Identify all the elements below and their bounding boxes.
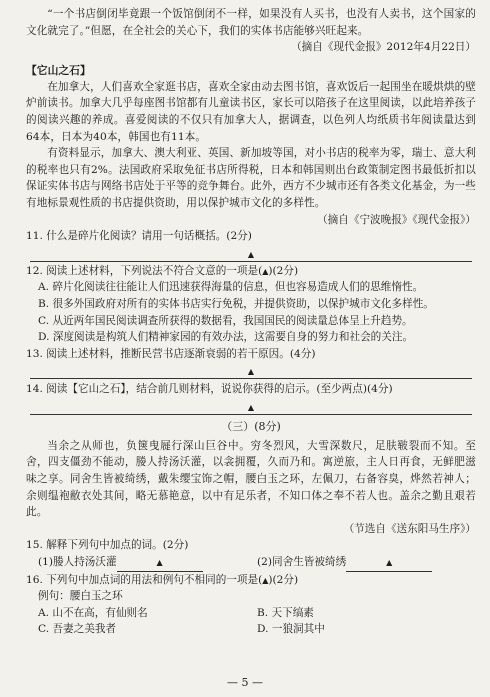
- tashan-heading: 【它山之石】: [26, 63, 91, 77]
- section-3-source: （节选自《送东阳马生序》）: [343, 522, 476, 535]
- tashan-paragraph-2: 有资料显示，加拿大、澳大利亚、英国、新加坡等国，对小书店的税率为零，瑞士、意大利的税率也只有2%。法国政府采取免征书店所得税，日本和韩国则出台政策制定图书最低折扣以保证实体书店与网络书店处于平等的竞争舞台。此外，西方不少城市还有各类文化基金，为一些有地标景观性质的书店提供资助，用以保护城市文化的多样性。: [26, 147, 476, 209]
- question-16-row-1: [26, 605, 476, 622]
- question-16-text-end: )(2分): [268, 573, 299, 586]
- question-13: 13. 阅读上述材料，推断民营书店逐渐衰弱的若干原因。(4分): [26, 347, 316, 360]
- question-16: [26, 572, 476, 589]
- intro-source: （摘自《现代金报》2012年4月22日）: [291, 41, 476, 54]
- answer-line-13[interactable]: [30, 362, 472, 379]
- question-16-text: 16. 下列句中加点词的用法和例句不相同的一项是(: [26, 573, 263, 586]
- page-number: — 5 —: [227, 676, 263, 689]
- answer-line-14[interactable]: [30, 398, 472, 415]
- question-16-option-a: A. 山不在高，有仙则名: [38, 606, 148, 619]
- question-12-text: 12. 阅读上述材料，下列说法不符合文意的一项是(: [26, 264, 263, 277]
- question-12-option-a: A. 碎片化阅读往往能让人们迅速获得海量的信息，但也容易造成人们的思维惰性。: [38, 281, 424, 294]
- question-15-item-2: (2)同舍生皆被绮绣 ▲: [257, 554, 476, 572]
- answer-mark-icon: ▲: [156, 558, 163, 568]
- answer-mark-icon: ▲: [247, 402, 255, 412]
- question-16-option-d: D. 一狼洞其中: [257, 623, 325, 636]
- question-12: [26, 263, 476, 280]
- question-12-option-d: D. 深度阅读是构筑人们精神家园的有效办法，这需要自身的努力和社会的关注。: [38, 331, 414, 344]
- question-12-option-c: C. 从近两年国民阅读调查所获得的数据看，我国国民的阅读量总体呈上升趋势。: [38, 314, 413, 327]
- question-15: 15. 解释下列句中加点的词。(2分): [26, 539, 189, 552]
- section-3-title: （三）(8分): [221, 419, 281, 433]
- answer-mark-icon[interactable]: ▲: [262, 575, 269, 585]
- answer-mark-icon: ▲: [247, 367, 255, 377]
- question-11: 11. 什么是碎片化阅读？请用一句话概括。(2分): [26, 230, 252, 243]
- question-16-option-c: C. 吾妻之美我者: [38, 623, 117, 636]
- question-12-option-b: B. 很多外国政府对所有的实体书店实行免税，并提供资助，以保护城市文化多样性。: [38, 297, 434, 310]
- section-3-passage: 当余之从师也，负箧曳屣行深山巨谷中。穷冬烈风，大雪深数尺，足肤皲裂而不知。至舍，四支僵劲不能动，媵人持汤沃灌，以衾拥覆，久而乃和。寓逆旅，主人日再食，无鲜肥滋味之享。同舍生皆被绮绣，戴朱缨宝饰之帽，腰白玉之环，左佩刀，右备容臭，烨然若神人；余则缊袍敝衣处其间，略无慕艳意，以中有足乐者，不知口体之奉不若人也。盖余之勤且艰若此。: [26, 439, 476, 519]
- answer-mark-icon: ▲: [386, 558, 393, 568]
- answer-line-11[interactable]: [30, 245, 472, 262]
- answer-blank-15-2[interactable]: [346, 554, 432, 572]
- question-12-text-end: )(2分): [268, 264, 299, 277]
- answer-mark-icon[interactable]: ▲: [262, 266, 269, 276]
- answer-mark-icon: ▲: [247, 249, 255, 259]
- tashan-paragraph-1: 在加拿大，人们喜欢全家逛书店，喜欢全家由动去图书馆，喜欢饭后一起围坐在暖烘烘的壁炉前读书。加拿大几乎每座图书馆都有儿童读书区，家长可以陪孩子在这里阅读，以此培养孩子的阅读兴趣的养成。喜爱阅读的不仅只有加拿大人，据调查，以色列人均纸质书年阅读量达到64本，日本为40本，韩国也有11本。: [26, 80, 476, 143]
- question-16-example: 例句：腰白玉之环: [38, 590, 123, 603]
- question-16-row-2: [26, 621, 476, 638]
- question-16-option-b: B. 天下缟素: [257, 606, 314, 619]
- answer-blank-15-1[interactable]: [117, 554, 203, 572]
- question-14: 14. 阅读【它山之石】，结合前几则材料，说说你获得的启示。(至少两点)(4分): [26, 383, 393, 396]
- intro-paragraph: “一个书店倒闭毕竟跟一个饭馆倒闭不一样，如果没有人买书，也没有人卖书，这个国家的文化就完了。”但愿，在全社会的关心下，我们的实体书店能够兴旺起来。: [26, 8, 476, 37]
- question-15-items: [26, 554, 476, 572]
- tashan-source: （摘自《宁波晚报》《现代金报》）: [317, 213, 476, 226]
- question-15-item-1: (1)媵人持汤沃灌 ▲: [38, 554, 257, 572]
